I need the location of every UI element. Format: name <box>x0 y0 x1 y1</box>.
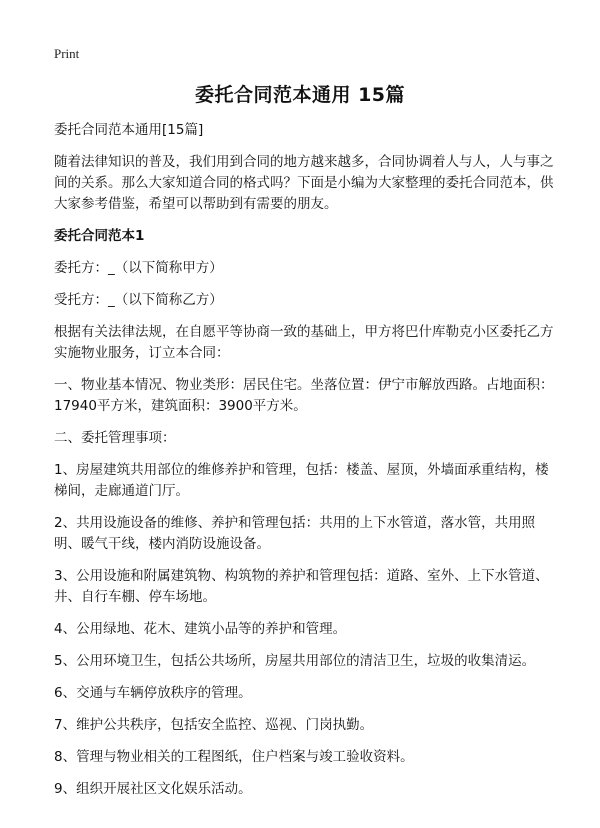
document-subtitle: 委托合同范本通用[15篇] <box>54 122 204 138</box>
clause-item-9: 9、组织开展社区文化娱乐活动。 <box>54 781 252 797</box>
party-a-line: 委托方：_（以下简称甲方） <box>54 260 223 276</box>
intro-paragraph: 随着法律知识的普及，我们用到合同的地方越来越多，合同协调着人与人，人与事之间的关系。那么大家知道合同的格式吗？下面是小编为大家整理的委托合同范本，供大家参考借鉴，希望可以帮助到有需要的朋友。 <box>54 154 554 212</box>
clause-item-2: 2、共用设施设备的维修、养护和管理包括：共用的上下水管道，落水管，共用照明、暖气干线，楼内消防设施设备。 <box>54 515 536 552</box>
clause-item-6: 6、交通与车辆停放秩序的管理。 <box>54 685 252 701</box>
section-heading: 委托合同范本1 <box>54 228 145 244</box>
print-label: Print <box>54 46 80 61</box>
party-b-line: 受托方：_（以下简称乙方） <box>54 292 223 308</box>
clause-item-4: 4、公用绿地、花木、建筑小品等的养护和管理。 <box>54 621 347 637</box>
clause-1: 一、物业基本情况、物业类形：居民住宅。坐落位置：伊宁市解放西路。占地面积：17940平方米，建筑面积：3900平方米。 <box>54 377 554 414</box>
document-body <box>54 120 554 811</box>
clause-2: 二、委托管理事项： <box>54 430 176 446</box>
clause-item-7: 7、维护公共秩序，包括安全监控、巡视、门岗执勤。 <box>54 717 374 733</box>
clause-item-8: 8、管理与物业相关的工程图纸，住户档案与竣工验收资料。 <box>54 749 414 765</box>
clause-item-1: 1、房屋建筑共用部位的维修养护和管理，包括：楼盖、屋顶，外墙面承重结构，楼梯间，走廊通道门厅。 <box>54 462 549 499</box>
document-title: 委托合同范本通用 15篇 <box>194 84 406 106</box>
clause-item-5: 5、公用环境卫生，包括公共场所，房屋共用部位的清洁卫生，垃圾的收集清运。 <box>54 653 536 669</box>
clause-item-3: 3、公用设施和附属建筑物、构筑物的养护和管理包括：道路、室外、上下水管道、井、自行车棚、停车场地。 <box>54 568 549 605</box>
preamble-paragraph: 根据有关法律法规，在自愿平等协商一致的基础上，甲方将巴什库勒克小区委托乙方实施物业服务，订立本合同： <box>54 324 554 361</box>
